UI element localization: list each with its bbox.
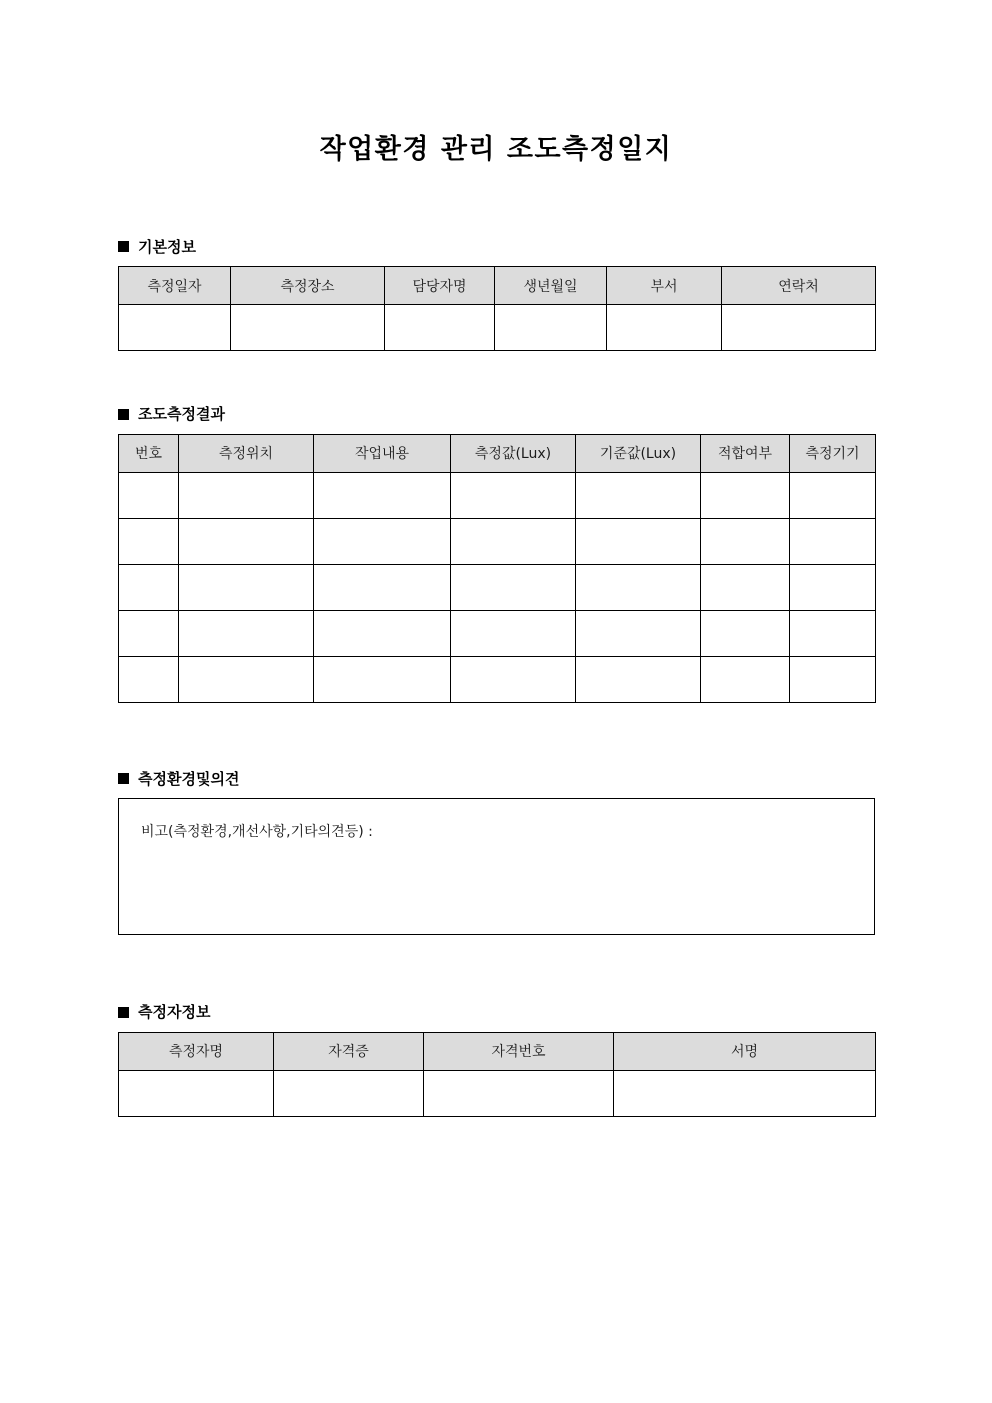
cell-instrument[interactable] bbox=[790, 472, 876, 518]
column-header-work-content: 작업내용 bbox=[314, 434, 451, 472]
measurement-results-table bbox=[118, 434, 876, 703]
column-header-certificate-no: 자격번호 bbox=[424, 1032, 614, 1070]
table-row bbox=[119, 518, 876, 564]
cell-number[interactable] bbox=[119, 610, 179, 656]
cell-number[interactable] bbox=[119, 518, 179, 564]
cell-location[interactable] bbox=[179, 472, 314, 518]
cell-instrument[interactable] bbox=[790, 518, 876, 564]
column-header-birthdate: 생년월일 bbox=[495, 267, 607, 305]
cell-conformity[interactable] bbox=[701, 472, 790, 518]
section-measurement-results bbox=[118, 406, 875, 703]
section-heading-label: 기본정보 bbox=[138, 237, 196, 256]
section-environment-opinion bbox=[118, 771, 875, 936]
cell-conformity[interactable] bbox=[701, 610, 790, 656]
square-bullet-icon bbox=[118, 1007, 129, 1018]
cell-measurement-place[interactable] bbox=[231, 305, 385, 351]
cell-measured-lux[interactable] bbox=[451, 610, 576, 656]
table-row bbox=[119, 1070, 876, 1116]
spacer-basic-to-results bbox=[0, 351, 992, 406]
section-heading-measurer-info bbox=[118, 1004, 875, 1021]
spacer-title-to-basic bbox=[0, 165, 992, 239]
column-header-measured-lux: 측정값(Lux) bbox=[451, 434, 576, 472]
table-row bbox=[119, 472, 876, 518]
cell-conformity[interactable] bbox=[701, 518, 790, 564]
cell-location[interactable] bbox=[179, 518, 314, 564]
cell-manager-name[interactable] bbox=[385, 305, 495, 351]
column-header-measurer-name: 측정자명 bbox=[119, 1032, 274, 1070]
cell-work-content[interactable] bbox=[314, 610, 451, 656]
cell-conformity[interactable] bbox=[701, 656, 790, 702]
cell-department[interactable] bbox=[607, 305, 722, 351]
cell-measured-lux[interactable] bbox=[451, 518, 576, 564]
cell-location[interactable] bbox=[179, 610, 314, 656]
cell-instrument[interactable] bbox=[790, 656, 876, 702]
section-heading-label: 측정자정보 bbox=[138, 1003, 211, 1022]
cell-work-content[interactable] bbox=[314, 656, 451, 702]
page-title: 작업환경 관리 조도측정일지 bbox=[319, 134, 673, 165]
section-heading-basic-info bbox=[118, 239, 875, 256]
cell-measured-lux[interactable] bbox=[451, 656, 576, 702]
section-heading-label: 측정환경및의견 bbox=[138, 769, 240, 788]
cell-standard-lux[interactable] bbox=[576, 656, 701, 702]
cell-number[interactable] bbox=[119, 656, 179, 702]
cell-standard-lux[interactable] bbox=[576, 518, 701, 564]
cell-location[interactable] bbox=[179, 564, 314, 610]
cell-standard-lux[interactable] bbox=[576, 610, 701, 656]
section-heading-environment-opinion bbox=[118, 771, 875, 788]
column-header-signature: 서명 bbox=[614, 1032, 876, 1070]
remarks-textarea[interactable] bbox=[118, 798, 875, 935]
column-header-measurement-place: 측정장소 bbox=[231, 267, 385, 305]
cell-work-content[interactable] bbox=[314, 518, 451, 564]
table-header-row bbox=[119, 1032, 876, 1070]
measurer-info-table bbox=[118, 1032, 876, 1117]
cell-measurement-date[interactable] bbox=[119, 305, 231, 351]
cell-signature[interactable] bbox=[614, 1070, 876, 1116]
section-measurer-info bbox=[118, 1004, 875, 1117]
table-header-row bbox=[119, 434, 876, 472]
cell-instrument[interactable] bbox=[790, 610, 876, 656]
spacer-results-to-remarks bbox=[0, 703, 992, 771]
column-header-department: 부서 bbox=[607, 267, 722, 305]
cell-conformity[interactable] bbox=[701, 564, 790, 610]
cell-number[interactable] bbox=[119, 472, 179, 518]
cell-work-content[interactable] bbox=[314, 472, 451, 518]
square-bullet-icon bbox=[118, 409, 129, 420]
cell-measurer-name[interactable] bbox=[119, 1070, 274, 1116]
cell-certificate[interactable] bbox=[274, 1070, 424, 1116]
cell-work-content[interactable] bbox=[314, 564, 451, 610]
section-heading-measurement-results bbox=[118, 406, 875, 423]
cell-birthdate[interactable] bbox=[495, 305, 607, 351]
column-header-instrument: 측정기기 bbox=[790, 434, 876, 472]
column-header-number: 번호 bbox=[119, 434, 179, 472]
column-header-conformity: 적합여부 bbox=[701, 434, 790, 472]
square-bullet-icon bbox=[118, 773, 129, 784]
column-header-contact: 연락처 bbox=[722, 267, 876, 305]
cell-contact[interactable] bbox=[722, 305, 876, 351]
column-header-standard-lux: 기준값(Lux) bbox=[576, 434, 701, 472]
cell-location[interactable] bbox=[179, 656, 314, 702]
section-heading-label: 조도측정결과 bbox=[138, 405, 225, 424]
cell-measured-lux[interactable] bbox=[451, 472, 576, 518]
cell-number[interactable] bbox=[119, 564, 179, 610]
table-row bbox=[119, 564, 876, 610]
column-header-certificate: 자격증 bbox=[274, 1032, 424, 1070]
basic-info-table bbox=[118, 266, 876, 351]
cell-standard-lux[interactable] bbox=[576, 564, 701, 610]
section-basic-info bbox=[118, 239, 875, 352]
remarks-label: 비고(측정환경,개선사항,기타의견등) : bbox=[141, 824, 373, 841]
table-row bbox=[119, 656, 876, 702]
column-header-measurement-date: 측정일자 bbox=[119, 267, 231, 305]
cell-standard-lux[interactable] bbox=[576, 472, 701, 518]
column-header-location: 측정위치 bbox=[179, 434, 314, 472]
table-header-row bbox=[119, 267, 876, 305]
table-row bbox=[119, 610, 876, 656]
cell-instrument[interactable] bbox=[790, 564, 876, 610]
table-row bbox=[119, 305, 876, 351]
cell-certificate-no[interactable] bbox=[424, 1070, 614, 1116]
column-header-manager-name: 담당자명 bbox=[385, 267, 495, 305]
square-bullet-icon bbox=[118, 241, 129, 252]
cell-measured-lux[interactable] bbox=[451, 564, 576, 610]
spacer-remarks-to-measurer bbox=[0, 935, 992, 1004]
